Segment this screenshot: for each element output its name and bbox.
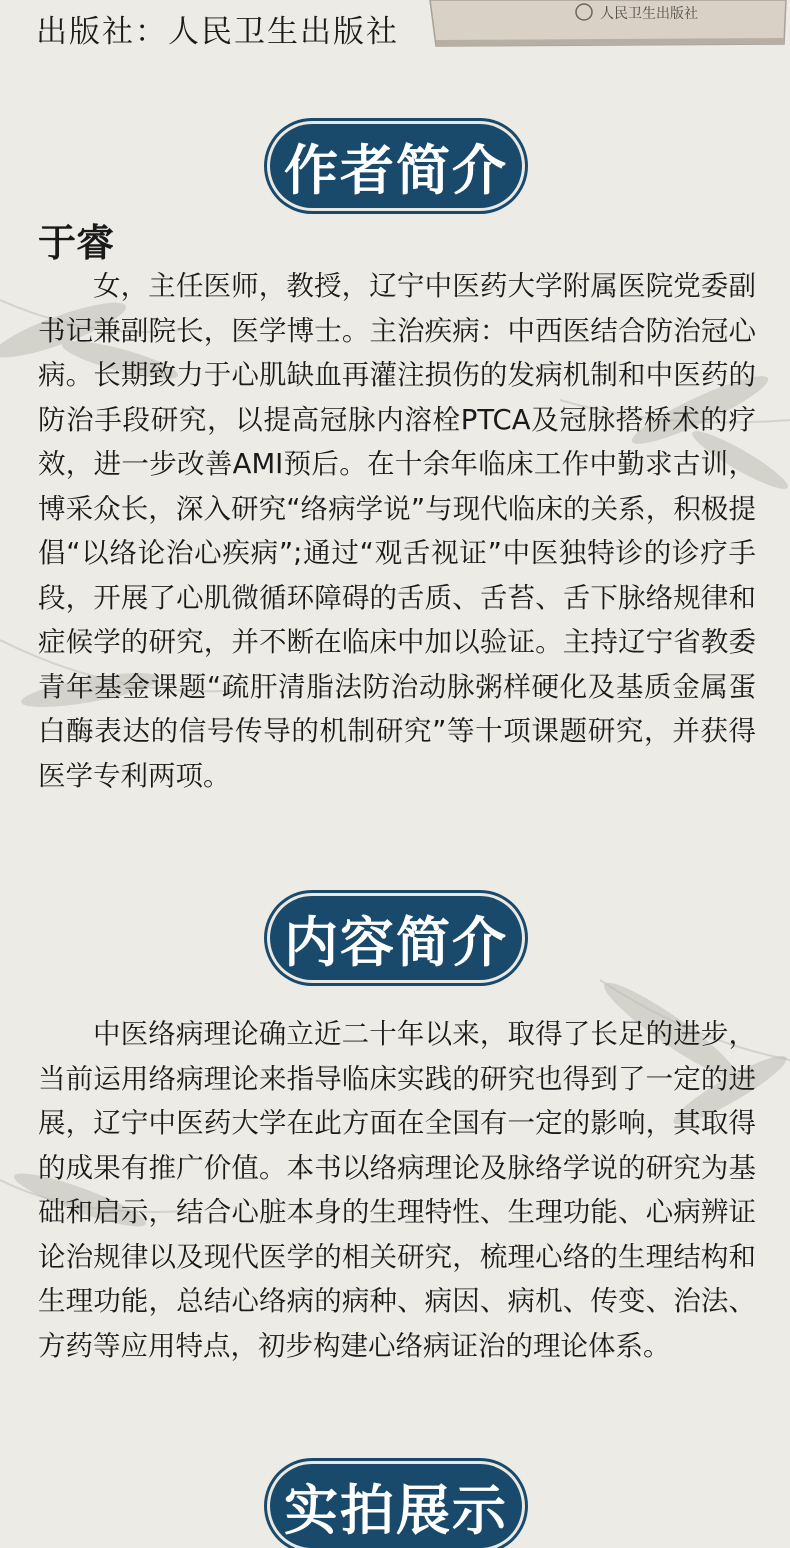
publisher-name: 人民卫生出版社 bbox=[168, 14, 399, 50]
publisher-separator: ： bbox=[135, 14, 168, 50]
content-summary-paragraph: 中医络病理论确立近二十年以来，取得了长足的进步，当前运用络病理论来指导临床实践的研究也得到了一定的进展，辽宁中医药大学在此方面在全国有一定的影响，其取得的成果有推广价值。本书以络病理论及脉络学说的研究为基础和启示，结合心脏本身的生理特性、生理功能、心病辨证论治规律以及现代医学的相关研究，梳理心络的生理结构和生理功能，总结心络病的病种、病因、病机、传变、治法、方药等应用特点，初步构建心络病证治的理论体系。 bbox=[38, 1018, 756, 1362]
content-section-badge: 内容简介 bbox=[270, 896, 522, 980]
publisher-line bbox=[36, 6, 399, 51]
author-name: 于睿 bbox=[38, 221, 115, 265]
author-section-badge: 作者简介 bbox=[270, 124, 522, 208]
showcase-section-badge: 实拍展示 bbox=[270, 1464, 522, 1548]
cover-imprint-text: 人民卫生出版社 bbox=[600, 5, 698, 21]
book-cover-image bbox=[428, 0, 788, 48]
author-bio-paragraph: 女，主任医师，教授，辽宁中医药大学附属医院党委副书记兼副院长，医学博士。主治疾病：中西医结合防治冠心病。长期致力于心肌缺血再灌注损伤的发病机制和中医药的防治手段研究，以提高冠脉内溶栓PTCA及冠脉搭桥术的疗效，进一步改善AMI预后。在十余年临床工作中勤求古训，博采众长，深入研究“络病学说”与现代临床的关系，积极提倡“以络论治心疾病”;通过“观舌视证”中医独特诊的诊疗手段，开展了心肌微循环障碍的舌质、舌苔、舌下脉络规律和症候学的研究，并不断在临床中加以验证。主持辽宁省教委青年基金课题“疏肝清脂法防治动脉粥样硬化及基质金属蛋白酶表达的信号传导的机制研究”等十项课题研究，并获得医学专利两项。 bbox=[38, 270, 756, 792]
publisher-label: 出版社 bbox=[36, 14, 135, 50]
